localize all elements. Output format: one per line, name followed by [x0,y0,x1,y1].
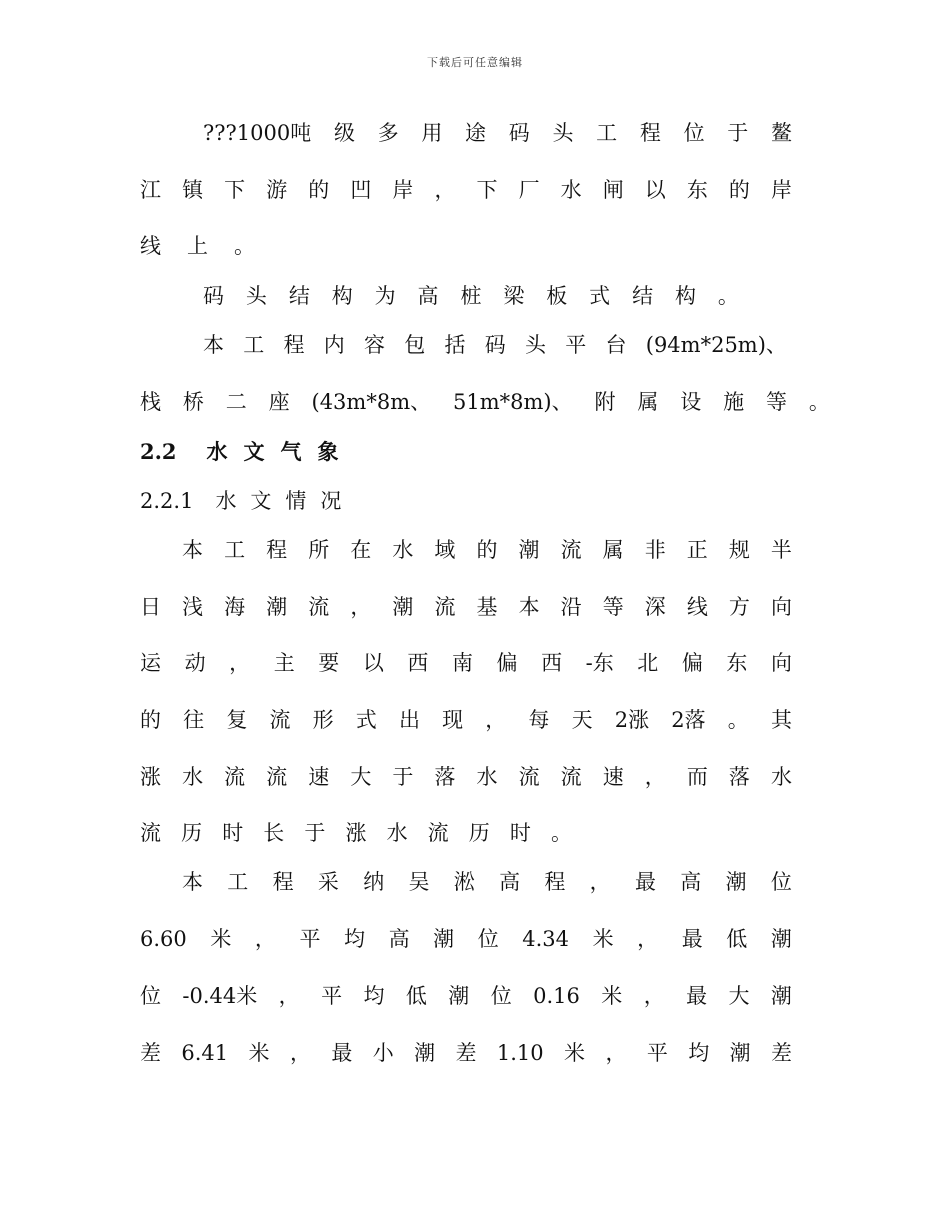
text-segment: 潮 [729,1041,751,1065]
text-segment: -0.44米 [182,984,258,1008]
paragraph-line [140,591,792,623]
text-segment: 低 [726,927,748,951]
text-segment: 厂 [518,178,540,202]
text-segment: 的 [476,538,498,562]
text-segment: 最 [681,927,703,951]
text-segment: 落 [434,765,456,789]
text-segment: 线 [686,595,708,619]
text-segment: 于 [304,821,326,845]
paragraph-line [182,866,792,898]
text-segment: 西 [407,651,429,675]
text-segment: 属 [602,538,624,562]
text-segment: 小 [372,1041,394,1065]
text-segment: 北 [637,651,659,675]
text-segment: ， [485,708,507,732]
text-segment: 括 [444,333,466,357]
page-header: 下载后可任意编辑 [427,56,523,69]
text-segment: 台 [605,333,627,357]
text-segment: 半 [770,538,792,562]
text-segment: 6.41 [181,1041,229,1065]
text-segment: 米 [564,1041,586,1065]
text-segment: 时 [509,821,531,845]
text-segment: 头 [245,284,267,308]
text-segment: 凹 [350,178,372,202]
text-segment: 码 [203,284,224,308]
text-segment: 潮 [392,595,414,619]
text-segment: 桥 [182,390,204,414]
text-segment: 其 [770,708,792,732]
text-segment: 潮 [266,595,288,619]
text-segment: 潮 [725,870,747,894]
text-segment: 平 [299,927,321,951]
text-segment: 偏 [496,651,518,675]
text-segment: 板 [546,284,568,308]
text-segment: 程 [639,121,661,145]
text-segment: 闸 [602,178,624,202]
text-segment: 平 [565,333,587,357]
text-segment: 西 [541,651,563,675]
text-segment: 高 [680,870,702,894]
text-segment: 潮 [448,984,470,1008]
text-segment: 0.16 [533,984,580,1008]
text-segment: 座 [268,390,290,414]
text-segment: 涨 [345,821,367,845]
text-segment: ， [229,651,251,675]
text-segment: ， [278,984,300,1008]
text-segment: 要 [318,651,340,675]
text-segment: ， [350,595,372,619]
text-segment: 东 [686,178,708,202]
text-segment: 规 [728,538,750,562]
text-segment: 长 [263,821,285,845]
text-segment: 位 [770,870,792,894]
text-segment: 速 [308,765,330,789]
text-segment: 日 [140,595,161,619]
text-segment: 以 [644,178,666,202]
text-segment: 主 [273,651,295,675]
text-segment: 基 [476,595,498,619]
text-segment: 码 [484,333,506,357]
paragraph-line [140,817,572,849]
text-segment: 程 [272,870,294,894]
text-segment: 多 [377,121,399,145]
section-number: 2.2 [140,439,177,464]
text-segment: 构 [331,284,353,308]
text-segment: 程 [283,333,305,357]
paragraph-line [203,280,739,312]
text-segment: 于 [727,121,749,145]
paragraph-line [203,117,792,149]
text-segment: 流 [427,821,449,845]
text-segment: 潮 [770,984,792,1008]
text-segment: 水 [476,765,498,789]
text-segment: 包 [404,333,426,357]
text-segment: 纳 [363,870,385,894]
text-segment: 流 [269,708,291,732]
text-segment: 水 [386,821,408,845]
text-segment: (94m*25m)、 [645,333,787,357]
text-segment: ， [434,178,456,202]
text-segment: 上 [187,234,208,258]
text-segment: 方 [728,595,750,619]
text-segment: ， [254,927,276,951]
text-segment: 水 [560,178,582,202]
text-segment: 流 [308,595,330,619]
text-segment: 结 [632,284,654,308]
text-segment: 栈 [140,390,161,414]
text-segment: 涨 [140,765,161,789]
text-segment: 施 [723,390,745,414]
paragraph-line [140,647,792,679]
text-segment: 的 [728,178,750,202]
text-segment: 流 [140,821,161,845]
text-segment: 6.60 [140,927,187,951]
text-segment: 51m*8m)、 [452,390,573,414]
text-segment: 下 [476,178,498,202]
section-heading [140,436,355,468]
text-segment: ， [289,1041,311,1065]
text-segment: 往 [183,708,205,732]
text-segment: 流 [434,595,456,619]
text-segment: 南 [451,651,473,675]
text-segment: 深 [644,595,666,619]
text-segment: 容 [364,333,385,357]
text-segment: 头 [552,121,574,145]
text-segment: 于 [392,765,414,789]
text-segment: 程 [544,870,566,894]
text-segment: 米 [592,927,614,951]
text-segment: 时 [222,821,244,845]
text-segment: 二 [225,390,247,414]
paragraph-line [140,386,830,418]
text-segment: ， [644,765,666,789]
text-segment: 内 [323,333,345,357]
text-segment: 游 [266,178,288,202]
text-segment: 运 [140,651,161,675]
text-segment: 采 [317,870,339,894]
text-segment: 高 [417,284,439,308]
text-segment: 等 [765,390,787,414]
text-segment: 高 [499,870,521,894]
text-segment: 鳌 [770,121,792,145]
paragraph-line [140,230,281,262]
text-segment: 吴 [408,870,430,894]
text-segment: 差 [771,1041,792,1065]
text-segment: 。 [808,390,830,414]
text-segment: 潮 [414,1041,436,1065]
text-segment: 流 [560,765,582,789]
text-segment: 均 [344,927,366,951]
text-segment: ， [605,1041,627,1065]
text-segment: ， [643,984,665,1008]
text-segment: 2涨 [614,708,650,732]
text-segment: 4.34 [522,927,570,951]
paragraph-line [203,329,787,361]
text-segment: 沿 [560,595,582,619]
text-segment: 式 [589,284,611,308]
text-segment: 2落 [671,708,706,732]
text-segment: 的 [308,178,330,202]
text-segment: 。 [550,821,572,845]
text-segment: 米 [210,927,232,951]
text-segment: 域 [434,538,456,562]
text-segment: 江 [140,178,161,202]
text-segment: 水 [770,765,792,789]
subsection-heading [140,485,355,517]
text-segment: 桩 [460,284,482,308]
text-segment: 工 [224,538,246,562]
text-segment: 附 [594,390,616,414]
text-segment: 形 [312,708,334,732]
text-segment: 出 [398,708,420,732]
text-segment: 淞 [453,870,475,894]
paragraph-line [182,534,792,566]
paragraph-line [140,704,792,736]
paragraph-line [140,923,792,955]
text-segment: (43m*8m、 [311,390,432,414]
text-segment: 位 [477,927,499,951]
text-segment: 低 [405,984,427,1008]
text-segment: 大 [350,765,372,789]
text-segment: 本 [182,870,203,894]
text-segment: ， [589,870,611,894]
text-segment: 流 [560,538,582,562]
text-segment: 的 [140,708,161,732]
text-segment: 。 [234,234,255,258]
text-segment: 岸 [392,178,414,202]
text-segment: 水 [182,765,204,789]
text-segment: ， [637,927,659,951]
text-segment: ???1000吨 [203,121,312,145]
text-segment: 本 [182,538,203,562]
text-segment: 均 [688,1041,710,1065]
text-segment: 平 [321,984,343,1008]
text-segment: 工 [243,333,265,357]
text-segment: 位 [490,984,512,1008]
text-segment: 向 [770,651,792,675]
text-segment: 落 [728,765,750,789]
text-segment: 天 [571,708,593,732]
text-segment: 均 [363,984,385,1008]
text-segment: 潮 [518,538,540,562]
text-segment: 高 [388,927,410,951]
text-segment: 平 [646,1041,668,1065]
text-segment: 水 [392,538,414,562]
text-segment: 式 [355,708,377,732]
text-segment: 向 [770,595,792,619]
text-segment: 下 [224,178,246,202]
text-segment: 潮 [770,927,792,951]
text-segment: 流 [266,765,288,789]
text-segment: 镇 [182,178,204,202]
text-segment: 1.10 [496,1041,544,1065]
text-segment: 东 [726,651,748,675]
text-segment: 线 [140,234,161,258]
text-segment: 正 [686,538,708,562]
section-title: 水文气象 [206,439,355,464]
text-segment: 等 [602,595,624,619]
text-segment: 工 [596,121,618,145]
text-segment: 所 [308,538,330,562]
text-segment: 差 [140,1041,161,1065]
text-segment: 浅 [182,595,204,619]
text-segment: 大 [728,984,750,1008]
text-segment: 构 [674,284,696,308]
text-segment: 米 [248,1041,270,1065]
text-segment: 设 [680,390,702,414]
text-segment: 位 [683,121,705,145]
text-segment: 用 [421,121,443,145]
text-segment: 级 [333,121,355,145]
text-segment: 复 [226,708,248,732]
text-segment: 属 [637,390,659,414]
text-segment: 动 [184,651,206,675]
text-segment: 流 [224,765,246,789]
text-segment: 头 [525,333,546,357]
text-segment: 结 [288,284,310,308]
text-segment: 梁 [503,284,525,308]
paragraph-line [140,174,792,206]
text-segment: 。 [727,708,749,732]
text-segment: 以 [362,651,384,675]
text-segment: 最 [331,1041,353,1065]
text-segment: 程 [266,538,288,562]
text-segment: 米 [601,984,623,1008]
paragraph-line [140,1037,792,1069]
text-segment: 速 [602,765,624,789]
text-segment: 最 [686,984,708,1008]
subsection-number: 2.2.1 [140,489,194,513]
text-segment: 本 [518,595,540,619]
text-segment: 。 [717,284,739,308]
text-segment: 在 [350,538,372,562]
text-segment: 为 [374,284,396,308]
text-segment: 而 [686,765,708,789]
subsection-title: 水文情况 [215,489,356,513]
text-segment: 潮 [433,927,455,951]
text-segment: 最 [634,870,656,894]
text-segment: -东 [585,651,614,675]
text-segment: 历 [468,821,490,845]
text-segment: 途 [465,121,487,145]
text-segment: 偏 [681,651,703,675]
text-segment: 非 [644,538,666,562]
text-segment: 码 [508,121,530,145]
text-segment: 岸 [770,178,792,202]
paragraph-line [140,980,792,1012]
text-segment: 差 [455,1041,477,1065]
paragraph-line [140,761,792,793]
text-segment: 历 [181,821,203,845]
text-segment: 本 [203,333,224,357]
text-segment: 流 [518,765,540,789]
text-segment: 每 [528,708,550,732]
text-segment: 海 [224,595,246,619]
text-segment: 现 [442,708,464,732]
text-segment: 位 [140,984,161,1008]
text-segment: 工 [227,870,249,894]
